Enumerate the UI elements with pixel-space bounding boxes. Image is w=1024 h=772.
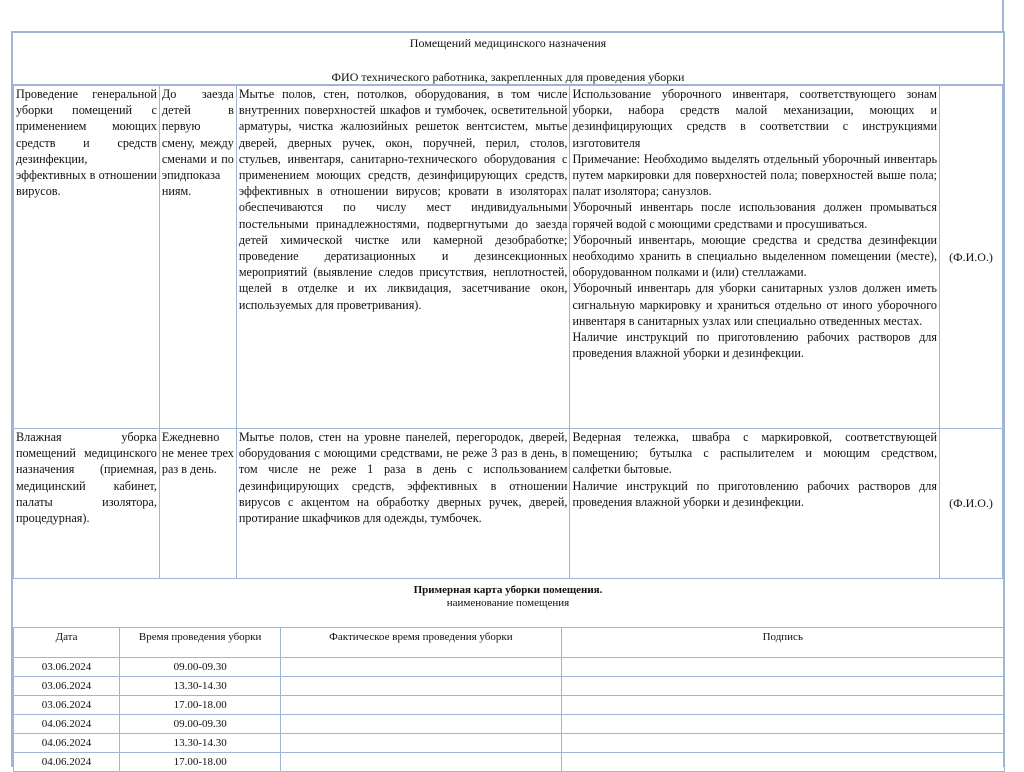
- cleaning-type-cell: Влажная уборка помещений медицинского назначения (приемная, медицинский кабинет, палаты изолятора, процедурная).: [14, 429, 160, 579]
- actual-time-cell[interactable]: [281, 753, 561, 772]
- inventory-cell: [570, 86, 940, 429]
- time-cell: 09.00-09.30: [120, 658, 281, 677]
- cart-title: Примерная карта уборки помещения.: [413, 584, 603, 596]
- cart-subtitle: наименование помещения: [446, 597, 570, 609]
- fio-cell: (Ф.И.О.): [940, 86, 1003, 429]
- inventory-paragraph: Примечание: Необходимо выделять отдельный уборочный инвентарь путем маркировки для поверхностей пола; поверхностей выше пола; палат изолятора; санузлов.: [572, 151, 937, 199]
- table-row: [14, 86, 1003, 429]
- actual-time-cell[interactable]: [281, 696, 561, 715]
- frame-top-line: [1002, 0, 1004, 31]
- schedule-row: [14, 658, 1005, 677]
- date-cell: 04.06.2024: [14, 753, 120, 772]
- table-row: [14, 429, 1003, 579]
- table-header: [13, 33, 1003, 85]
- actual-time-cell[interactable]: [281, 715, 561, 734]
- time-cell: 13.30-14.30: [120, 677, 281, 696]
- date-cell: 04.06.2024: [14, 734, 120, 753]
- cleaning-table: [13, 85, 1003, 579]
- signature-cell[interactable]: [561, 696, 1004, 715]
- actions-cell: Мытье полов, стен на уровне панелей, перегородок, дверей, оборудования с моющими средствами, не реже 3 раз в день, в том числе не реже 1 раза в день с использованием дезинфицирующих средств, эффективных в отношении вирусов с акцентом на обработку дверных ручек, дверей, протирание шкафчиков для одежды, тумбочек.: [236, 429, 570, 579]
- signature-cell[interactable]: [561, 658, 1004, 677]
- actual-time-cell[interactable]: [281, 734, 561, 753]
- schedule-row: [14, 734, 1005, 753]
- cart-title-block: [13, 578, 1003, 627]
- time-cell: 17.00-18.00: [120, 696, 281, 715]
- date-cell: 03.06.2024: [14, 696, 120, 715]
- signature-cell[interactable]: [561, 734, 1004, 753]
- inventory-paragraph: Ведерная тележка, швабра с маркировкой, соответствующей помещению; бутылка с распылителем и моющим средством, салфетки бытовые.: [572, 430, 937, 477]
- actual-time-cell[interactable]: [281, 658, 561, 677]
- inventory-paragraph: Уборочный инвентарь после использования должен промываться горячей водой с моющими средствами и просушиваться.: [572, 200, 937, 231]
- fio-cell: (Ф.И.О.): [940, 429, 1003, 579]
- inventory-paragraph: Наличие инструкций по приготовлению рабочих растворов для проведения влажной уборки и дезинфекции.: [572, 478, 937, 509]
- cleaning-type-cell: Проведение генеральной уборки помещений с применением моющих средств и средств дезинфекции, эффективных в отношении вирусов.: [14, 86, 160, 429]
- header-title: Помещений медицинского назначения: [409, 36, 607, 50]
- column-header: Время проведения уборки: [120, 628, 281, 658]
- inventory-cell: [570, 429, 940, 579]
- signature-cell[interactable]: [561, 715, 1004, 734]
- column-header: Фактическое время проведения уборки: [281, 628, 561, 658]
- date-cell: 03.06.2024: [14, 677, 120, 696]
- schedule-row: [14, 715, 1005, 734]
- actual-time-cell[interactable]: [281, 677, 561, 696]
- actions-cell: Мытье полов, стен, потолков, оборудования, в том числе внутренних поверхностей шкафов и тумбочек, осветительной арматуры, чистка жалюзийных решеток вентсистем, мытье дверей, дверных ручек, окон, поручней, перил, столов, стульев, инвентаря, санитарно-технического оборудования с применением моющих средств, дезинфицирующих средств, эффективных в отношении вирусов; кровати в изоляторах обеспечиваются по числу мест индивидуальными постельными принадлежностями, подвергнутыми до заезда детей химической чистке или камерной дезобработке; проведение дератизационных и дезинсекционных мероприятий (выявление следов присутствия, неплотностей, щелей в отделке и их ликвидация, засетчивание окон, используемых для проветривания).: [236, 86, 570, 429]
- date-cell: 03.06.2024: [14, 658, 120, 677]
- frequency-cell: Ежедневно не менее трех раз в день.: [159, 429, 236, 579]
- schedule-row: [14, 677, 1005, 696]
- signature-cell[interactable]: [561, 753, 1004, 772]
- time-cell: 17.00-18.00: [120, 753, 281, 772]
- date-cell: 04.06.2024: [14, 715, 120, 734]
- signature-cell[interactable]: [561, 677, 1004, 696]
- inventory-paragraph: Использование уборочного инвентаря, соответствующего зонам уборки, набора средств малой механизации, моющих и дезинфицирующих средств в соответствии с инструкциями изготовителя: [572, 87, 937, 150]
- schedule-row: [14, 753, 1005, 772]
- column-header: Дата: [14, 628, 120, 658]
- inventory-paragraph: Наличие инструкций по приготовлению рабочих растворов для проведения влажной уборки и дезинфекции.: [572, 330, 937, 361]
- time-cell: 09.00-09.30: [120, 715, 281, 734]
- header-subtitle: ФИО технического работника, закрепленных для проведения уборки: [331, 70, 685, 84]
- time-cell: 13.30-14.30: [120, 734, 281, 753]
- schedule-table: [13, 627, 1005, 772]
- inventory-paragraph: Уборочный инвентарь, моющие средства и средства дезинфекции необходимо хранить в специально выделенном помещении (месте), оборудованном полками и (или) стеллажами.: [572, 232, 937, 280]
- schedule-row: [14, 696, 1005, 715]
- schedule-header-row: [14, 628, 1005, 658]
- inventory-paragraph: Уборочный инвентарь для уборки санитарных узлов должен иметь сигнальную маркировку и храниться отдельно от иного уборочного инвентаря в санитарных узлах или специально отведенных местах.: [572, 281, 937, 328]
- frequency-cell: До заезда детей в первую смену, между сменами и по эпидпоказа ниям.: [159, 86, 236, 429]
- column-header: Подпись: [561, 628, 1004, 658]
